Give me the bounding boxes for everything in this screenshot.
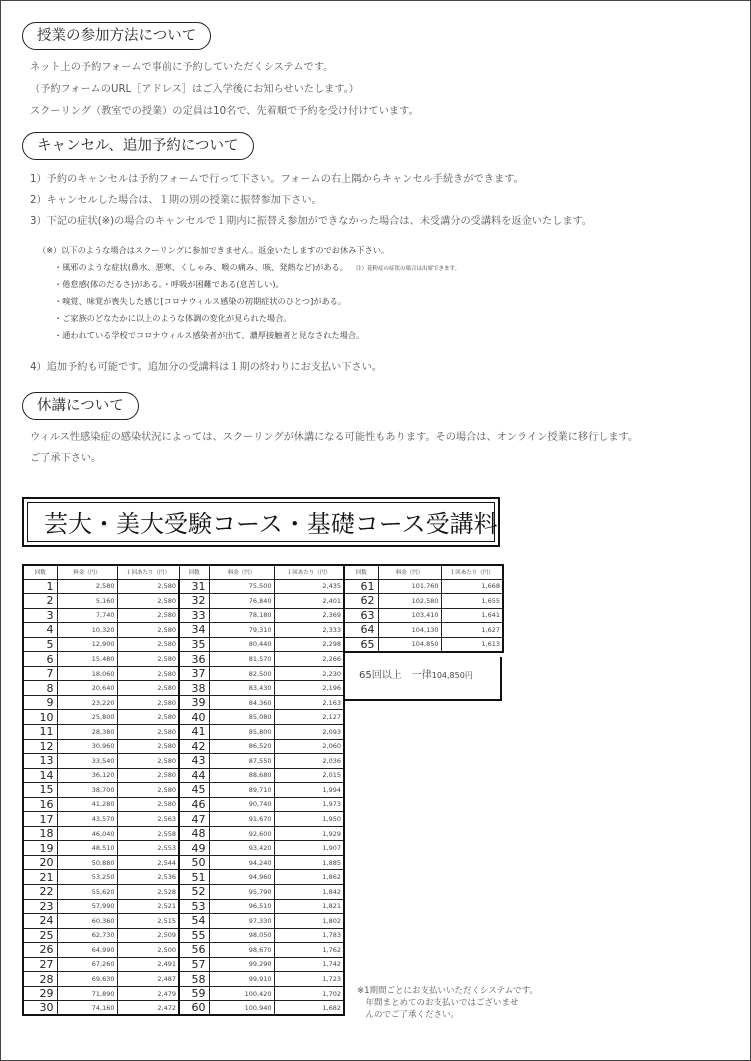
session-count: 57 (179, 957, 209, 972)
fee-cell: 2,298 (274, 637, 344, 652)
table-row (23, 754, 344, 769)
table-row (23, 579, 344, 594)
table-row (23, 768, 344, 783)
fee-cell: 94,960 (209, 870, 274, 885)
table-row (23, 783, 344, 798)
session-count: 45 (179, 783, 209, 798)
fee-cell: 53,250 (57, 870, 117, 885)
fee-cell: 1,723 (274, 972, 344, 987)
closure-line-2: ご了承下さい。 (30, 453, 102, 464)
fee-cell: 41,280 (57, 797, 117, 812)
header-count: 回数 (179, 565, 209, 579)
session-count: 7 (23, 666, 57, 681)
table-row (23, 870, 344, 885)
fee-cell: 2,472 (117, 1001, 179, 1016)
fee-cell: 85,080 (209, 710, 274, 725)
table-row (23, 637, 344, 652)
fee-cell: 2,580 (117, 797, 179, 812)
session-count: 60 (179, 1001, 209, 1016)
session-count: 2 (23, 594, 57, 609)
session-count: 27 (23, 957, 57, 972)
fee-cell: 2,521 (117, 899, 179, 914)
fee-cell: 48,510 (57, 841, 117, 856)
fee-cell: 96,510 (209, 899, 274, 914)
fee-cell: 1,802 (274, 914, 344, 929)
flat-rate-label: 65回以上 一律 (359, 670, 432, 681)
fee-cell: 2,580 (117, 579, 179, 594)
fee-cell: 71,890 (57, 986, 117, 1001)
fee-cell: 2,528 (117, 884, 179, 899)
fee-cell: 62,730 (57, 928, 117, 943)
fee-cell: 87,550 (209, 754, 274, 769)
session-count: 3 (23, 608, 57, 623)
attend-heading: 授業の参加方法について (22, 22, 211, 50)
fee-cell: 1,842 (274, 884, 344, 899)
session-count: 43 (179, 754, 209, 769)
session-count: 11 (23, 724, 57, 739)
fee-cell: 33,540 (57, 754, 117, 769)
fee-cell: 89,710 (209, 783, 274, 798)
table-row (23, 797, 344, 812)
symptom-item-2: ・倦怠感(体のだるさ)がある。・呼吸が困難である(息苦しい)。 (54, 279, 284, 289)
fee-cell: 98,670 (209, 943, 274, 958)
fee-cell: 2,491 (117, 957, 179, 972)
fee-cell: 1,702 (274, 986, 344, 1001)
fee-cell: 2,563 (117, 812, 179, 827)
fee-cell: 55,620 (57, 884, 117, 899)
fee-cell: 2,580 (117, 608, 179, 623)
fee-cell: 1,641 (441, 608, 503, 623)
table-row (344, 608, 503, 623)
session-count: 62 (344, 594, 378, 609)
fee-cell: 99,290 (209, 957, 274, 972)
session-count: 29 (23, 986, 57, 1001)
fee-cell: 100,420 (209, 986, 274, 1001)
table-row (344, 637, 503, 652)
fee-cell: 2,230 (274, 666, 344, 681)
table-row (23, 608, 344, 623)
fee-title: 芸大・美大受験コース・基礎コース受講料 (27, 502, 495, 542)
session-count: 22 (23, 884, 57, 899)
session-count: 8 (23, 681, 57, 696)
session-count: 64 (344, 623, 378, 638)
fee-cell: 1,613 (441, 637, 503, 652)
table-row (344, 623, 503, 638)
symptom-item-1: ・風邪のような症状(鼻水、悪寒、くしゃみ、喉の痛み、咳、発熱など)がある。 注）花粉症の症状の場合は出席できます。 (54, 262, 460, 272)
fee-cell: 75,500 (209, 579, 274, 594)
fee-cell: 38,700 (57, 783, 117, 798)
fee-cell: 2,580 (117, 783, 179, 798)
session-count: 9 (23, 695, 57, 710)
session-count: 1 (23, 579, 57, 594)
session-count: 55 (179, 928, 209, 943)
fee-cell: 2,401 (274, 594, 344, 609)
session-count: 63 (344, 608, 378, 623)
session-count: 16 (23, 797, 57, 812)
closure-heading: 休講について (22, 392, 139, 420)
fee-cell: 76,840 (209, 594, 274, 609)
fee-cell: 1,821 (274, 899, 344, 914)
fee-cell: 2,580 (117, 623, 179, 638)
fee-cell: 82,500 (209, 666, 274, 681)
attend-line-2: （予約フォームのURL［アドレス］はご入学後にお知らせいたします。） (30, 84, 359, 95)
fee-cell: 5,160 (57, 594, 117, 609)
fee-cell: 85,800 (209, 724, 274, 739)
session-count: 51 (179, 870, 209, 885)
fee-cell: 92,600 (209, 826, 274, 841)
fee-cell: 2,093 (274, 724, 344, 739)
table-row (23, 812, 344, 827)
session-count: 36 (179, 652, 209, 667)
session-count: 42 (179, 739, 209, 754)
session-count: 6 (23, 652, 57, 667)
fee-cell: 74,160 (57, 1001, 117, 1016)
table-row (23, 724, 344, 739)
attend-line-1: ネット上の予約フォームで事前に予約していただくシステムです。 (30, 62, 334, 73)
session-count: 52 (179, 884, 209, 899)
fee-cell: 2,580 (117, 681, 179, 696)
fee-cell: 2,580 (117, 724, 179, 739)
fee-cell: 2,580 (117, 652, 179, 667)
fee-cell: 100,940 (209, 1001, 274, 1016)
session-count: 15 (23, 783, 57, 798)
table-row (23, 1001, 344, 1016)
flat-rate-amount: 104,850円 (431, 671, 473, 680)
fee-cell: 2,435 (274, 579, 344, 594)
fee-cell: 2,500 (117, 943, 179, 958)
session-count: 4 (23, 623, 57, 638)
fee-cell: 10,320 (57, 623, 117, 638)
table-row (23, 623, 344, 638)
fee-cell: 1,862 (274, 870, 344, 885)
fee-cell: 2,266 (274, 652, 344, 667)
closure-line-1: ウィルス性感染症の感染状況によっては、スクーリングが休講になる可能性もあります。その場合は、オンライン授業に移行します。 (30, 432, 639, 443)
session-count: 47 (179, 812, 209, 827)
fee-cell: 2,580 (117, 768, 179, 783)
fee-cell: 1,742 (274, 957, 344, 972)
fee-cell: 2,558 (117, 826, 179, 841)
table-row (23, 666, 344, 681)
fee-cell: 2,196 (274, 681, 344, 696)
session-count: 56 (179, 943, 209, 958)
payment-note-line: 年間まとめてのお支払いではございませ (357, 998, 519, 1008)
session-count: 14 (23, 768, 57, 783)
fee-cell: 1,762 (274, 943, 344, 958)
symptom-note-head: （※）以下のような場合はスクーリングに参加できません。返金いたしますのでお休み下さい。 (38, 245, 390, 255)
table-row (23, 972, 344, 987)
fee-cell: 1,973 (274, 797, 344, 812)
fee-cell: 1,783 (274, 928, 344, 943)
session-count: 38 (179, 681, 209, 696)
fee-cell: 2,580 (117, 754, 179, 769)
fee-cell: 84,360 (209, 695, 274, 710)
fee-cell: 23,220 (57, 695, 117, 710)
fee-cell: 80,440 (209, 637, 274, 652)
fee-cell: 1,885 (274, 855, 344, 870)
fee-table-extended (343, 564, 504, 653)
session-count: 59 (179, 986, 209, 1001)
table-row (23, 841, 344, 856)
session-count: 34 (179, 623, 209, 638)
fee-cell: 7,740 (57, 608, 117, 623)
fee-cell: 69,630 (57, 972, 117, 987)
fee-cell: 1,682 (274, 1001, 344, 1016)
fee-cell: 94,240 (209, 855, 274, 870)
session-count: 12 (23, 739, 57, 754)
fee-cell: 2,544 (117, 855, 179, 870)
session-count: 23 (23, 899, 57, 914)
session-count: 49 (179, 841, 209, 856)
fee-cell: 98,050 (209, 928, 274, 943)
session-count: 44 (179, 768, 209, 783)
session-count: 35 (179, 637, 209, 652)
fee-cell: 30,960 (57, 739, 117, 754)
session-count: 40 (179, 710, 209, 725)
table-row (23, 899, 344, 914)
table-row (23, 739, 344, 754)
fee-cell: 2,536 (117, 870, 179, 885)
fee-cell: 2,127 (274, 710, 344, 725)
fee-cell: 43,570 (57, 812, 117, 827)
fee-cell: 28,380 (57, 724, 117, 739)
session-count: 20 (23, 855, 57, 870)
fee-cell: 101,760 (378, 579, 441, 594)
fee-cell: 12,900 (57, 637, 117, 652)
session-count: 48 (179, 826, 209, 841)
session-count: 19 (23, 841, 57, 856)
fee-cell: 36,120 (57, 768, 117, 783)
session-count: 61 (344, 579, 378, 594)
session-count: 32 (179, 594, 209, 609)
fee-cell: 25,800 (57, 710, 117, 725)
flat-rate-box (343, 657, 502, 701)
fee-cell: 104,130 (378, 623, 441, 638)
table-row (23, 943, 344, 958)
fee-cell: 81,570 (209, 652, 274, 667)
fee-title-box (22, 497, 500, 547)
session-count: 50 (179, 855, 209, 870)
session-count: 28 (23, 972, 57, 987)
cancel-extra-line: 4）追加予約も可能です。追加分の受講料は１期の終わりにお支払い下さい。 (30, 362, 383, 373)
attend-line-3: スクーリング（教室での授業）の定員は10名で、先着順で予約を受け付けています。 (30, 106, 419, 117)
fee-cell: 2,479 (117, 986, 179, 1001)
fee-cell: 2,060 (274, 739, 344, 754)
fee-cell: 2,515 (117, 914, 179, 929)
symptom-item-3: ・嗅覚、味覚が喪失した感じ[コロナウィルス感染の初期症状のひとつ]がある。 (54, 296, 347, 306)
header-count: 回数 (344, 565, 378, 579)
header-count: 回数 (23, 565, 57, 579)
header-fee: 料金（円） (209, 565, 274, 579)
fee-cell: 1,627 (441, 623, 503, 638)
table-row (23, 855, 344, 870)
session-count: 21 (23, 870, 57, 885)
fee-table (22, 564, 345, 1016)
fee-cell: 103,410 (378, 608, 441, 623)
fee-cell: 2,333 (274, 623, 344, 638)
fee-cell: 67,260 (57, 957, 117, 972)
fee-cell: 1,907 (274, 841, 344, 856)
fee-cell: 79,310 (209, 623, 274, 638)
session-count: 54 (179, 914, 209, 929)
fee-cell: 2,580 (117, 710, 179, 725)
session-count: 30 (23, 1001, 57, 1016)
fee-cell: 1,950 (274, 812, 344, 827)
table-row (23, 914, 344, 929)
table-row (23, 928, 344, 943)
fee-table-header (344, 565, 503, 579)
fee-cell: 97,330 (209, 914, 274, 929)
fee-cell: 2,553 (117, 841, 179, 856)
table-row (23, 594, 344, 609)
fee-cell: 93,420 (209, 841, 274, 856)
fee-cell: 2,580 (117, 637, 179, 652)
fee-cell: 104,850 (378, 637, 441, 652)
fee-cell: 57,990 (57, 899, 117, 914)
session-count: 41 (179, 724, 209, 739)
session-count: 65 (344, 637, 378, 652)
header-fee: 料金（円） (378, 565, 441, 579)
fee-cell: 20,640 (57, 681, 117, 696)
fee-cell: 2,580 (57, 579, 117, 594)
session-count: 37 (179, 666, 209, 681)
payment-note-line: ※1期間ごとにお支払いいただくシステムです。 (357, 986, 539, 996)
fee-cell: 2,015 (274, 768, 344, 783)
fee-cell: 83,430 (209, 681, 274, 696)
fee-cell: 2,369 (274, 608, 344, 623)
session-count: 24 (23, 914, 57, 929)
session-count: 31 (179, 579, 209, 594)
fee-cell: 86,520 (209, 739, 274, 754)
cancel-line-1: 1）予約のキャンセルは予約フォームで行って下さい。フォームの右上隅からキャンセル手続きができます。 (30, 174, 524, 185)
session-count: 53 (179, 899, 209, 914)
fee-cell: 2,036 (274, 754, 344, 769)
session-count: 39 (179, 695, 209, 710)
fee-cell: 2,580 (117, 739, 179, 754)
table-row (23, 986, 344, 1001)
table-row (23, 681, 344, 696)
session-count: 17 (23, 812, 57, 827)
session-count: 18 (23, 826, 57, 841)
fee-cell: 2,487 (117, 972, 179, 987)
fee-cell: 2,163 (274, 695, 344, 710)
fee-cell: 1,929 (274, 826, 344, 841)
table-row (23, 695, 344, 710)
fee-cell: 46,040 (57, 826, 117, 841)
header-per-session: １回あたり（円） (274, 565, 344, 579)
table-row (23, 826, 344, 841)
symptom-item-4: ・ご家族のどなたかに以上のような体調の変化が見られた場合。 (54, 313, 292, 323)
fee-cell: 78,180 (209, 608, 274, 623)
cancel-heading: キャンセル、追加予約について (22, 132, 254, 160)
fee-cell: 15,480 (57, 652, 117, 667)
session-count: 58 (179, 972, 209, 987)
fee-cell: 2,580 (117, 594, 179, 609)
table-row (23, 957, 344, 972)
session-count: 25 (23, 928, 57, 943)
session-count: 33 (179, 608, 209, 623)
payment-note (357, 985, 538, 1021)
fee-cell: 2,509 (117, 928, 179, 943)
session-count: 13 (23, 754, 57, 769)
fee-cell: 88,680 (209, 768, 274, 783)
cancel-line-3: 3）下記の症状(※)の場合のキャンセルで１期内に振替え参加ができなかった場合は、未受講分の受講料を返金いたします。 (30, 216, 593, 227)
payment-note-line: んのでご了承ください。 (357, 1010, 460, 1020)
table-row (23, 652, 344, 667)
fee-cell: 90,740 (209, 797, 274, 812)
table-row (344, 579, 503, 594)
fee-cell: 50,880 (57, 855, 117, 870)
fee-cell: 91,670 (209, 812, 274, 827)
fee-cell: 95,790 (209, 884, 274, 899)
session-count: 46 (179, 797, 209, 812)
session-count: 5 (23, 637, 57, 652)
fee-cell: 99,910 (209, 972, 274, 987)
header-fee: 料金（円） (57, 565, 117, 579)
fee-cell: 2,580 (117, 695, 179, 710)
hay-fever-note: 注）花粉症の症状の場合は出席できます。 (355, 266, 460, 272)
fee-cell: 64,990 (57, 943, 117, 958)
session-count: 26 (23, 943, 57, 958)
header-per-session: １回あたり（円） (441, 565, 503, 579)
header-per-session: １回あたり（円） (117, 565, 179, 579)
table-row (344, 594, 503, 609)
cancel-line-2: 2）キャンセルした場合は、１期の別の授業に振替参加下さい。 (30, 195, 322, 206)
fee-cell: 1,655 (441, 594, 503, 609)
fee-table-header (23, 565, 344, 579)
symptom-item-5: ・通われている学校でコロナウィルス感染者が出て、濃厚接触者と見なされた場合。 (54, 330, 365, 340)
fee-cell: 102,580 (378, 594, 441, 609)
fee-cell: 2,580 (117, 666, 179, 681)
fee-cell: 18,060 (57, 666, 117, 681)
session-count: 10 (23, 710, 57, 725)
fee-cell: 60,360 (57, 914, 117, 929)
table-row (23, 884, 344, 899)
fee-cell: 1,994 (274, 783, 344, 798)
table-row (23, 710, 344, 725)
fee-cell: 1,668 (441, 579, 503, 594)
